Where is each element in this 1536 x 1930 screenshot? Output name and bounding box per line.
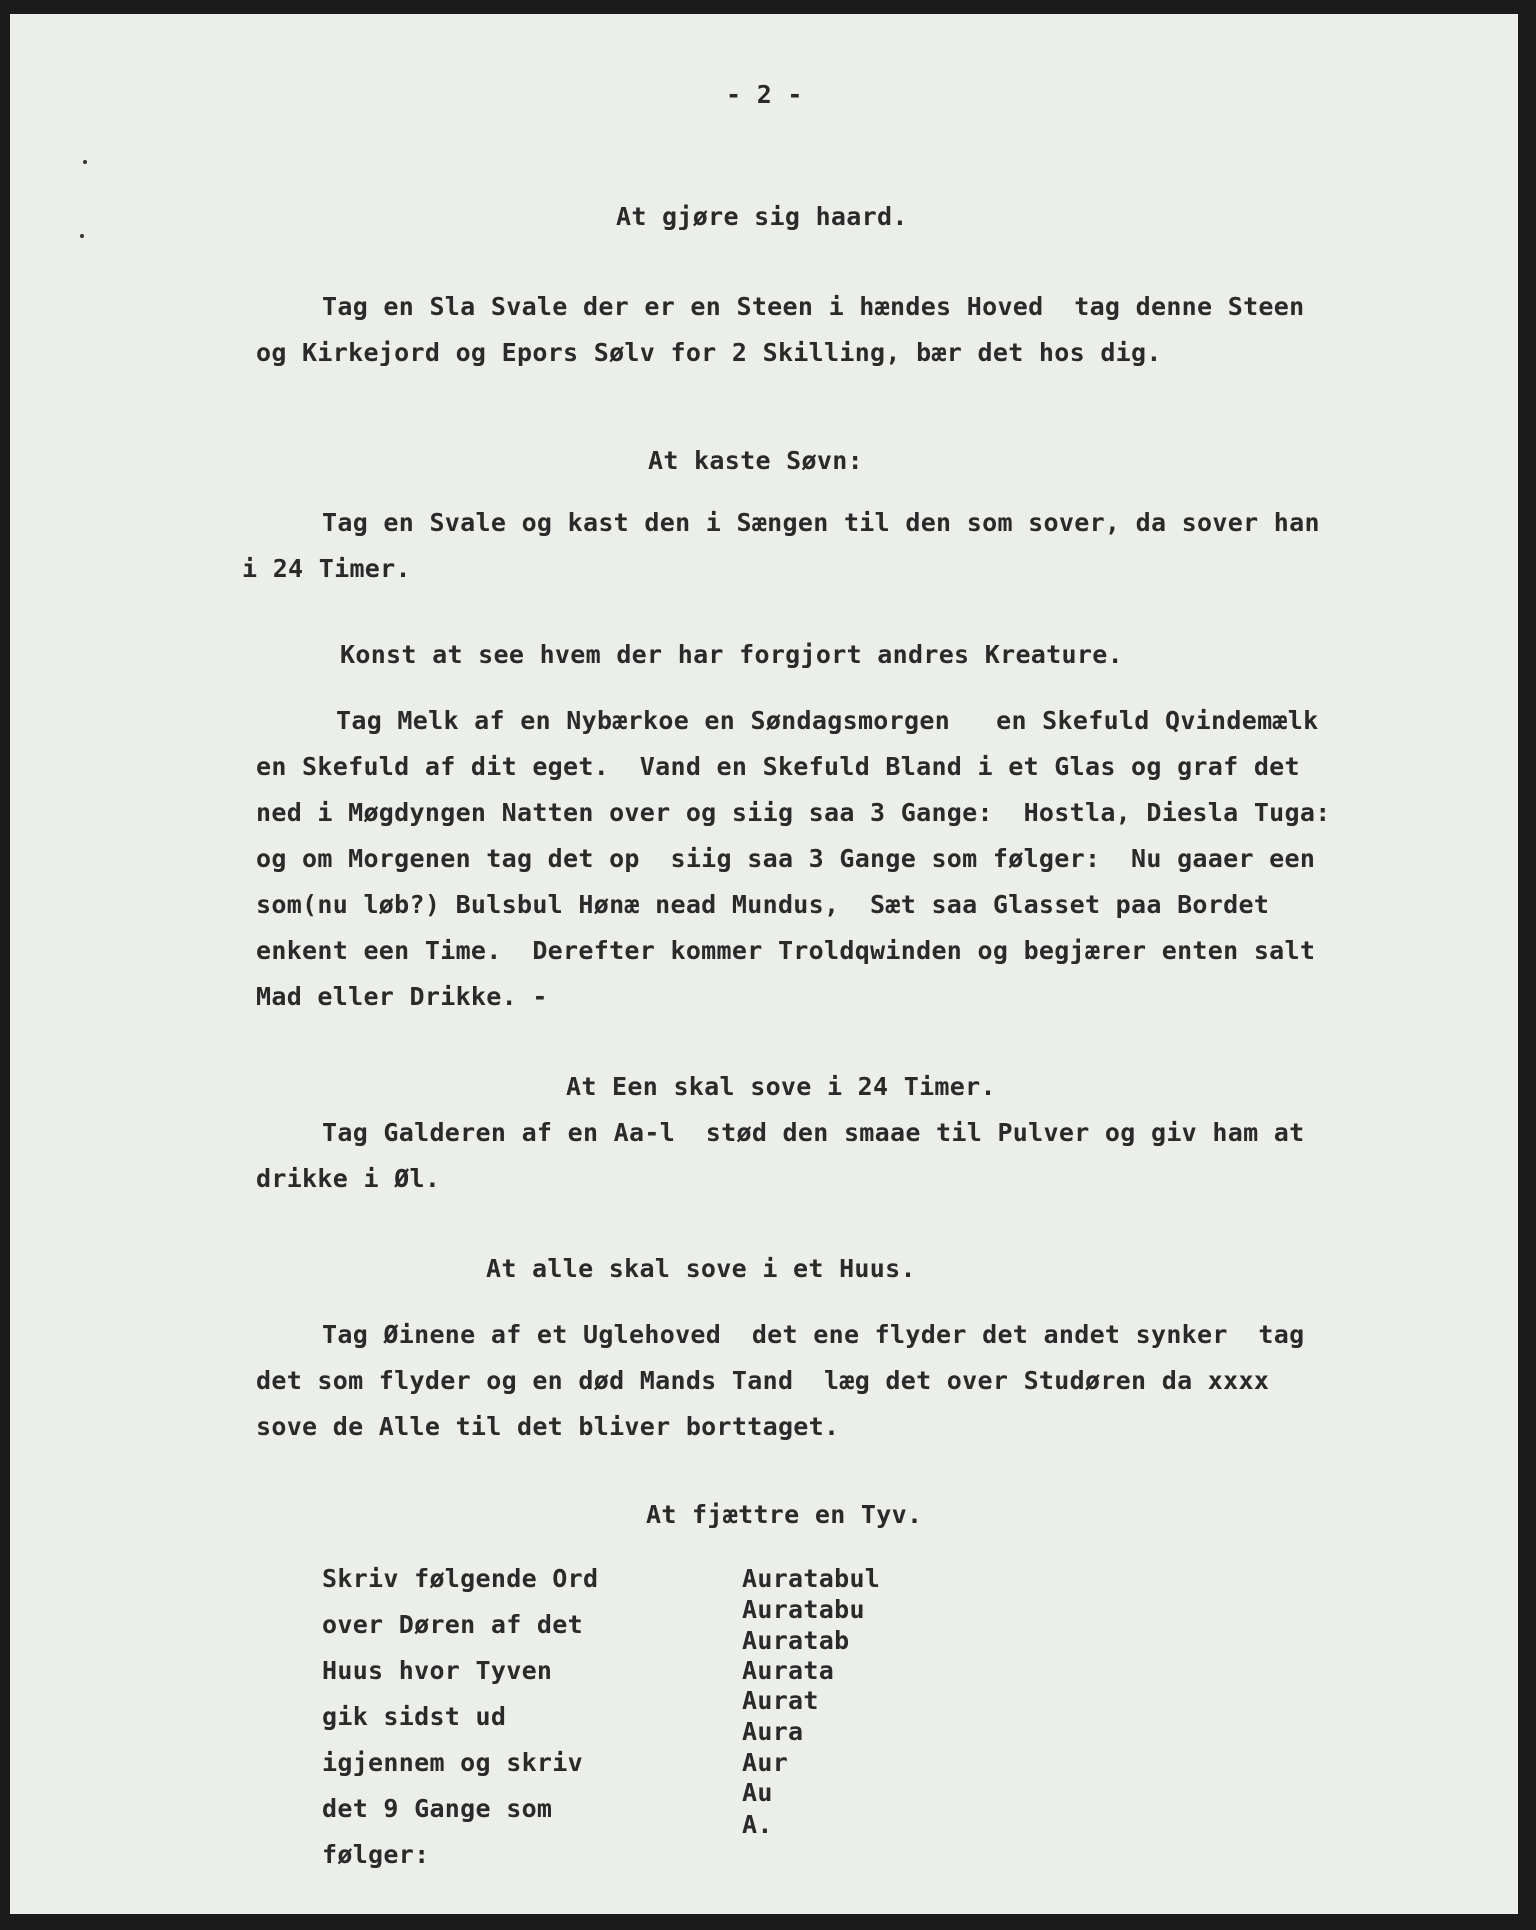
speck [80,234,84,238]
charm-word: A. [742,1810,773,1839]
text-line: Tag Øinene af et Uglehoved det ene flyder det andet synker tag [322,1320,1305,1349]
speck [83,160,87,164]
instruction-line: Huus hvor Tyven [322,1656,553,1685]
section-heading: Konst at see hvem der har forgjort andres Kreature. [340,640,1123,669]
text-line: som(nu løb?) Bulsbul Hønæ nead Mundus, Sæt saa Glasset paa Bordet [256,890,1270,919]
section-heading: At alle skal sove i et Huus. [486,1254,916,1283]
text-line: enkent een Time. Derefter kommer Troldqwinden og begjærer enten salt [256,936,1316,965]
section-heading: At fjættre en Tyv. [646,1500,923,1529]
text-line: sove de Alle til det bliver borttaget. [256,1412,840,1441]
text-line: Tag Galderen af en Aa-l stød den smaae til Pulver og giv ham at [322,1118,1305,1147]
text-line: det som flyder og en død Mands Tand læg det over Studøren da xxxx [256,1366,1270,1395]
charm-word: Auratab [742,1626,850,1655]
instruction-line: Skriv følgende Ord [322,1564,599,1593]
instruction-line: det 9 Gange som [322,1794,553,1823]
text-line: Tag en Sla Svale der er en Steen i hændes Hoved tag denne Steen [322,292,1305,321]
text-line: Tag Melk af en Nybærkoe en Søndagsmorgen en Skefuld Qvindemælk [336,706,1319,735]
charm-word: Aurat [742,1686,819,1715]
text-line: drikke i Øl. [256,1164,441,1193]
text-line: Tag en Svale og kast den i Sængen til den som sover, da sover han [322,508,1320,537]
charm-word: Auratabul [742,1564,881,1593]
charm-word: Aura [742,1717,804,1746]
section-heading: At kaste Søvn: [648,446,863,475]
charm-word: Aur [742,1748,789,1777]
text-line: Mad eller Drikke. - [256,982,548,1011]
text-line: en Skefuld af dit eget. Vand en Skefuld Bland i et Glas og graf det [256,752,1300,781]
section-heading: At gjøre sig haard. [616,202,908,231]
charm-word: Au [742,1778,773,1807]
charm-word: Aurata [742,1656,835,1685]
text-line: og Kirkejord og Epors Sølv for 2 Skilling, bær det hos dig. [256,338,1162,367]
instruction-line: igjennem og skriv [322,1748,583,1777]
section-heading: At Een skal sove i 24 Timer. [566,1072,996,1101]
text-line: og om Morgenen tag det op siig saa 3 Gange som følger: Nu gaaer een [256,844,1316,873]
charm-word: Auratabu [742,1595,865,1624]
page-number: - 2 - [726,80,803,109]
instruction-line: gik sidst ud [322,1702,507,1731]
text-line: i 24 Timer. [242,554,411,583]
instruction-line: over Døren af det [322,1610,583,1639]
text-line: ned i Møgdyngen Natten over og siig saa 3 Gange: Hostla, Diesla Tuga: [256,798,1331,827]
document-page [10,14,1518,1914]
instruction-line: følger: [322,1840,430,1869]
